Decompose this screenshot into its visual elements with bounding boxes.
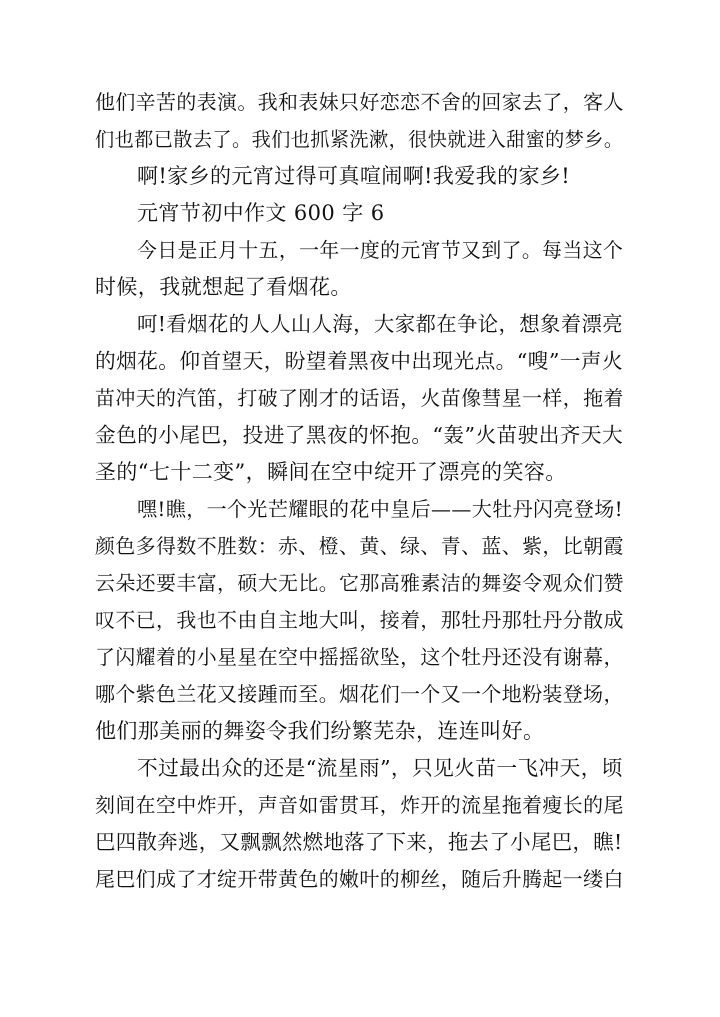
text-line: 圣的“七十二变”，瞬间在空中绽开了漂亮的笑容。 bbox=[95, 460, 567, 484]
text-line: 刻间在空中炸开，声音如雷贯耳，炸开的流星拖着瘦长的尾 bbox=[95, 793, 624, 817]
text-line: 他们那美丽的舞姿令我们纷繁芜杂，连连叫好。 bbox=[95, 719, 545, 743]
text-line: 时候，我就想起了看烟花。 bbox=[95, 275, 352, 299]
text-line: 们也都已散去了。我们也抓紧洗漱，很快就进入甜蜜的梦乡。 bbox=[95, 128, 624, 151]
text-line: 他们辛苦的表演。我和表妹只好恋恋不舍的回家去了，客人 bbox=[95, 90, 624, 114]
text-line: 苗冲天的汽笛，打破了刚才的话语，火苗像彗星一样，拖着 bbox=[95, 386, 624, 410]
document-body bbox=[95, 84, 623, 898]
text-line: 尾巴们成了才绽开带黄色的嫩叶的柳丝，随后升腾起一缕白 bbox=[95, 867, 624, 891]
text-line: 了闪耀着的小星星在空中摇摇欲坠，这个牡丹还没有谢幕， bbox=[95, 645, 624, 669]
text-line: 啊!家乡的元宵过得可真喧闹啊!我爱我的家乡! bbox=[137, 164, 571, 188]
text-line: 金色的小尾巴，投进了黑夜的怀抱。“轰”火苗驶出齐天大 bbox=[95, 423, 624, 447]
text-line: 哪个紫色兰花又接踵而至。烟花们一个又一个地粉装登场， bbox=[95, 682, 624, 706]
text-line: 的烟花。仰首望天，盼望着黑夜中出现光点。“嗖”一声火 bbox=[95, 349, 624, 373]
text-line: 嘿!瞧，一个光芒耀眼的花中皇后——大牡丹闪亮登场! bbox=[137, 497, 624, 521]
text-line: 云朵还要丰富，硕大无比。它那高雅素洁的舞姿令观众们赞 bbox=[95, 571, 624, 595]
text-line: 元宵节初中作文 600 字 6 bbox=[137, 201, 385, 225]
text-line: 叹不已，我也不由自主地大叫，接着，那牡丹那牡丹分散成 bbox=[95, 608, 624, 632]
text-line: 呵!看烟花的人人山人海，大家都在争论，想象着漂亮 bbox=[137, 312, 624, 336]
text-line: 巴四散奔逃，又飘飘然燃地落了下来，拖去了小尾巴，瞧! bbox=[95, 830, 623, 854]
text-line: 今日是正月十五，一年一度的元宵节又到了。每当这个 bbox=[137, 239, 624, 262]
text-line: 不过最出众的还是“流星雨”，只见火苗一飞冲天，顷 bbox=[137, 756, 623, 780]
text-line: 颜色多得数不胜数：赤、橙、黄、绿、青、蓝、紫，比朝霞 bbox=[95, 534, 624, 558]
